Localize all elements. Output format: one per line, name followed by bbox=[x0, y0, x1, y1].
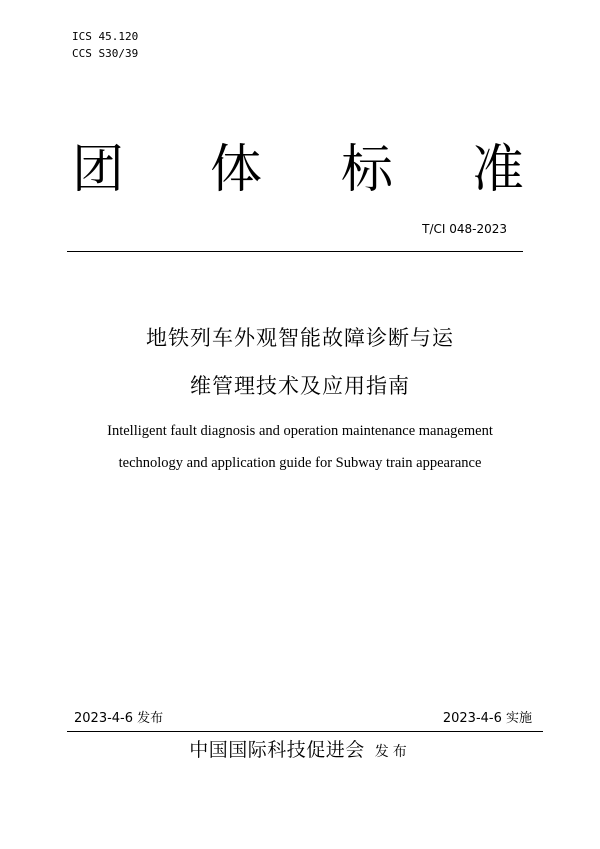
standard-number: T/CI 048-2023 bbox=[422, 222, 507, 236]
ccs-code: CCS S30/39 bbox=[72, 47, 139, 60]
title-en-line-2: technology and application guide for Subway train appearance bbox=[118, 455, 482, 471]
publisher-line bbox=[0, 735, 600, 762]
title-en-line-1: Intelligent fault diagnosis and operation maintenance management bbox=[107, 423, 493, 439]
heading-char-3: 标 bbox=[341, 140, 394, 200]
heading-char-4: 准 bbox=[472, 140, 525, 200]
footer-divider bbox=[67, 731, 543, 732]
title-cn-line-1: 地铁列车外观智能故障诊断与运 bbox=[146, 326, 454, 350]
heading-char-2: 体 bbox=[210, 140, 263, 200]
heading-char-1: 团 bbox=[72, 140, 125, 200]
publisher-organization: 中国国际科技促进会 bbox=[189, 739, 365, 761]
publisher-action: 发布 bbox=[374, 744, 411, 760]
title-cn-line-2: 维管理技术及应用指南 bbox=[190, 374, 410, 398]
ics-code: ICS 45.120 bbox=[72, 30, 139, 43]
header-divider bbox=[67, 251, 523, 252]
issue-date: 2023-4-6 发布 bbox=[74, 711, 164, 726]
implementation-date: 2023-4-6 实施 bbox=[442, 711, 532, 726]
